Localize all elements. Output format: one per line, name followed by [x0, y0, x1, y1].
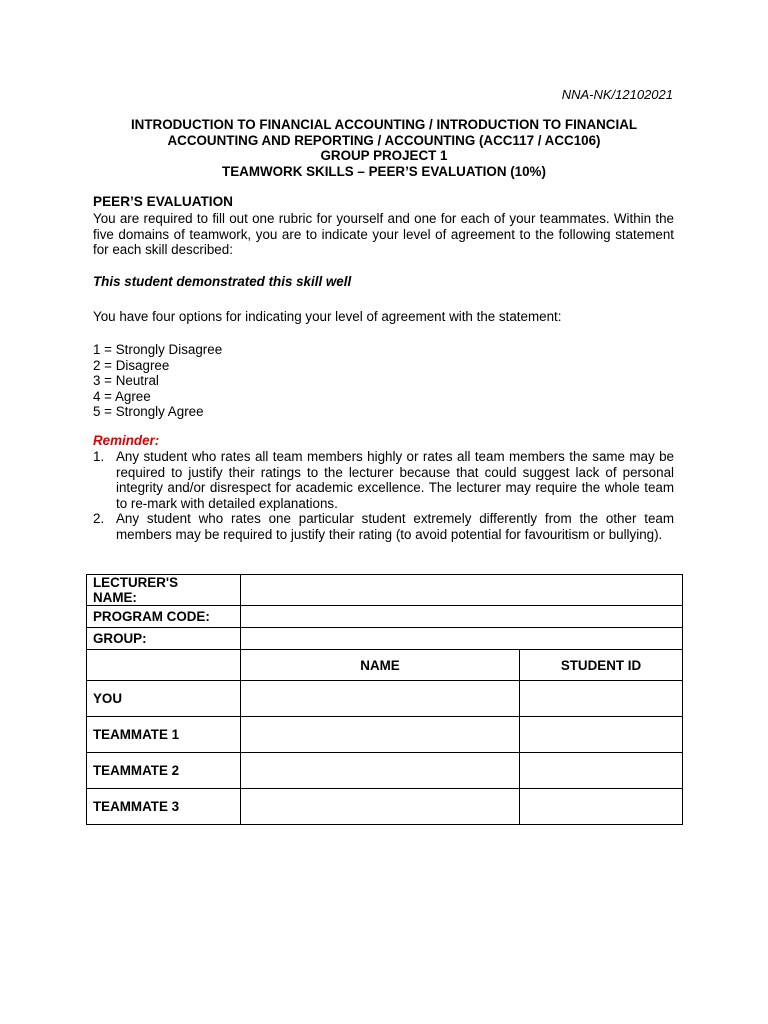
title-line: INTRODUCTION TO FINANCIAL ACCOUNTING / INTRODUCTION TO FINANCIAL [130, 117, 638, 132]
group-field[interactable] [241, 628, 683, 650]
name-field[interactable] [241, 681, 520, 717]
header-blank-cell [87, 650, 241, 681]
section-heading: PEER’S EVALUATION [93, 194, 233, 209]
document-title [93, 117, 675, 179]
column-header-student-id: STUDENT ID [520, 650, 683, 681]
scale-item: 3 = Neutral [93, 373, 159, 388]
reference-code: NNA-NK/12102021 [561, 87, 673, 102]
title-line: ACCOUNTING AND REPORTING / ACCOUNTING (ACC117 / ACC106) [167, 132, 601, 148]
table-row [87, 681, 683, 717]
student-id-field[interactable] [520, 753, 683, 789]
lecturer-name-row [87, 575, 683, 606]
lecturer-label-line: LECTURER'S [93, 575, 179, 590]
group-row [87, 628, 683, 650]
reminder-number: 2. [93, 511, 105, 526]
lecturer-label-line: NAME: [93, 590, 137, 605]
program-code-field[interactable] [241, 606, 683, 628]
lecturer-name-label [87, 575, 241, 606]
reminder-number: 1. [93, 449, 105, 464]
name-field[interactable] [241, 717, 520, 753]
intro-paragraph: You are required to fill out one rubric for yourself and one for each of your teammates. Within the five domains of teamwork, you are to indicate your level of agreement to the following statement for each skill described: [93, 211, 674, 257]
scale-item: 5 = Strongly Agree [93, 404, 204, 419]
title-line: GROUP PROJECT 1 [320, 148, 448, 163]
reminder-text: Any student who rates one particular student extremely differently from the other team members may be required to justify their rating (to avoid potential for favouritism or bullying). [116, 511, 674, 542]
scale-item: 4 = Agree [93, 388, 151, 404]
table-row [87, 717, 683, 753]
reminder-item [93, 511, 674, 542]
row-label: YOU [87, 681, 241, 717]
name-field[interactable] [241, 789, 520, 825]
rating-scale [93, 342, 222, 420]
table-header-row [87, 650, 683, 681]
scale-item: 1 = Strongly Disagree [93, 342, 223, 357]
table-row [87, 753, 683, 789]
student-id-field[interactable] [520, 789, 683, 825]
table-row [87, 789, 683, 825]
row-label: TEAMMATE 2 [87, 753, 241, 789]
evaluation-statement: This student demonstrated this skill well [93, 274, 352, 289]
lecturer-name-field[interactable] [241, 575, 683, 606]
reminder-label: Reminder: [93, 433, 160, 448]
reminder-text: Any student who rates all team members highly or rates all team members the same may be required to justify their ratings to the lecturer because that could suggest lack of personal integrity and/or disrespect for academic excellence. The lecturer may require the whole team to re-mark with detailed explanations. [116, 449, 674, 511]
reminder-item [93, 449, 674, 511]
title-line: TEAMWORK SKILLS – PEER’S EVALUATION (10%) [222, 163, 546, 179]
student-id-field[interactable] [520, 717, 683, 753]
name-field[interactable] [241, 753, 520, 789]
scale-item: 2 = Disagree [93, 357, 170, 373]
program-code-label: PROGRAM CODE: [87, 606, 241, 628]
reminder-list [93, 449, 674, 542]
column-header-name: NAME [241, 650, 520, 681]
row-label: TEAMMATE 3 [87, 789, 241, 825]
row-label: TEAMMATE 1 [87, 717, 241, 753]
program-code-row [87, 606, 683, 628]
peer-evaluation-form-table [86, 574, 683, 825]
student-id-field[interactable] [520, 681, 683, 717]
group-label: GROUP: [87, 628, 241, 650]
options-intro: You have four options for indicating your level of agreement with the statement: [93, 309, 562, 324]
